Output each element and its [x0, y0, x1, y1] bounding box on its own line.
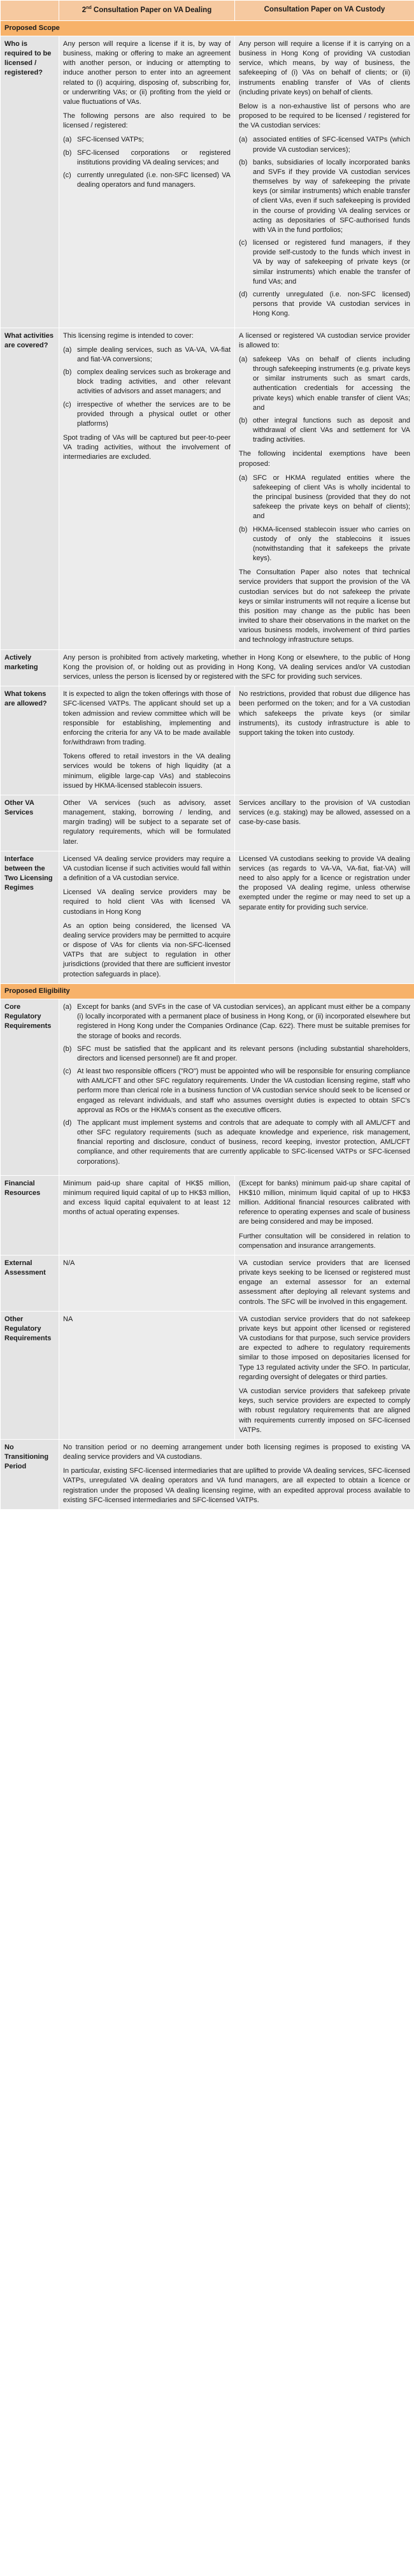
paragraph: Licensed VA custodians seeking to provide VA dealing services (as regards to VA-VA, VA-fiat, fiat-VA) will need to also apply for a licence or registration under the proposed VA dealing regime, unless otherwise exempted under the regime or may need to set up a separate entity for providing such service.: [239, 855, 410, 911]
paragraph: No transition period or no deeming arrangement under both licensing regimes is proposed to existing VA dealing service providers and VA custodians.: [63, 1443, 410, 1461]
list-item-label: (b): [239, 158, 248, 166]
paragraph: In particular, existing SFC-licensed intermediaries that are uplifted to provide VA dealing services, SFC-licensed VATPs, unregulated VA dealing operators and VA fund managers, are all expected to obtain a licence or registration under the proposed VA dealing licensing regime, with an expedited approval process available to existing SFC-licensed intermediaries and SFC-licensed VATPs.: [63, 1467, 410, 1504]
paragraph: Services ancillary to the provision of VA custodian services (e.g. staking) may be allowed, assessed on a case-by-case basis.: [239, 799, 410, 827]
row-head-external: External Assessment: [1, 1255, 59, 1311]
paragraph: A licensed or registered VA custodian service provider is allowed to:: [239, 331, 410, 349]
cell-other-va-custody: [235, 795, 414, 851]
list-item-label: (b): [63, 368, 72, 377]
paragraph: Below is a non-exhaustive list of persons who are proposed to be required to be licensed / registered for the VA custodian services:: [239, 102, 410, 130]
row-interface: [1, 851, 414, 983]
list-item-text: currently unregulated (i.e. non-SFC licensed) persons that provide VA custodian services in Hong Kong.: [253, 290, 410, 318]
list-item: [63, 148, 231, 168]
paragraph: VA custodian service providers that are licensed private keys seeking to be licensed or registered must engage an external assessor for an external assessment after deploying all relevant systems and controls. The SFC will be involved in this engagement.: [239, 1259, 410, 1306]
cell-marketing: [59, 649, 414, 686]
row-head-other-va: Other VA Services: [1, 795, 59, 851]
list-item-label: (d): [239, 290, 248, 298]
list-item-label: (c): [63, 1067, 71, 1076]
list-item-label: (d): [63, 1118, 72, 1127]
list-item-label: (b): [63, 148, 72, 157]
list-item-label: (c): [63, 400, 71, 409]
cell-activities-custody: [235, 328, 414, 649]
header-row: [1, 1, 414, 21]
list-activities-custody: [239, 355, 410, 445]
list-item-text: Except for banks (and SVFs in the case of VA custodian services), an applicant must either be a company (i) locally incorporated with a permanent place of business in Hong Kong, or (ii) incorporated elsewhere but registered in Hong Kong under the Companies Ordinance (Cap. 622). There must be suitable premises for the storage of books and records.: [77, 1002, 410, 1040]
list-core: [63, 1002, 410, 1167]
cell-activities-dealing: [59, 328, 235, 649]
paragraph: Minimum paid-up share capital of HK$5 million, minimum required liquid capital of up to HK$3 million, and excess liquid capital equivalent to at least 12 months of actual operating expenses.: [63, 1179, 231, 1217]
list-item-label: (b): [63, 1045, 72, 1053]
cell-licensed-dealing: [59, 36, 235, 328]
row-other-va: [1, 795, 414, 851]
paragraph: N/A: [63, 1259, 75, 1267]
list-licensed-custody: [239, 135, 410, 319]
cell-transition: [59, 1439, 414, 1509]
row-head-interface: Interface between the Two Licensing Regimes: [1, 851, 59, 983]
row-head-tokens: What tokens are allowed?: [1, 686, 59, 795]
paragraph: The Consultation Paper also notes that technical service providers that support the provision of the VA custodian services but do not safekeep the private keys or similar instruments will not require a license but this position may change as the public has been invited to share their observations in the market on the various business models, involvement of third parties and technology infrastructure setups.: [239, 568, 410, 644]
paragraph: Spot trading of VAs will be captured but peer-to-peer VA trading activities, without the involvement of intermediaries are excluded.: [63, 434, 231, 461]
paragraph: Any person will require a license if it is, by way of business, making or offering to make an agreement with another person, or inducing or attempting to induce another person to enter into an agreement related to (i) acquiring, disposing of, subscribing for, or underwriting VAs; or (ii) profiting from the yield or value fluctuations of VAs.: [63, 40, 231, 106]
section-title-scope: Proposed Scope: [1, 20, 414, 36]
row-head-transition: No Transitioning Period: [1, 1439, 59, 1509]
list-item-text: currently unregulated (i.e. non-SFC licensed) VA dealing operators and fund managers.: [77, 171, 231, 189]
paragraph: NA: [63, 1315, 73, 1323]
list-item-label: (a): [63, 345, 72, 354]
cell-external-custody: [235, 1255, 414, 1311]
list-item: [239, 135, 410, 154]
list-item: [63, 1002, 410, 1041]
cell-tokens-custody: [235, 686, 414, 795]
cell-interface-dealing: [59, 851, 235, 983]
cell-other-va-dealing: [59, 795, 235, 851]
cell-other-reg-dealing: [59, 1311, 235, 1439]
list-item: [239, 238, 410, 287]
paragraph: The following incidental exemptions have been proposed:: [239, 450, 410, 468]
cell-core: [59, 999, 414, 1175]
section-row-eligibility: [1, 983, 414, 999]
row-external: [1, 1255, 414, 1311]
row-other-reg: [1, 1311, 414, 1439]
paragraph: As an option being considered, the licensed VA dealing service providers may be permitted to acquire or dispose of VAs for clients via non-SFC-licensed VATPs that are subject to regulation in other jurisdictions (provided that there are sufficient investor protection safeguards in place).: [63, 922, 231, 978]
header-va-dealing-num: 2: [82, 6, 87, 14]
list-item: [63, 135, 231, 145]
row-core: [1, 999, 414, 1175]
cell-financial-dealing: [59, 1175, 235, 1255]
row-activities: [1, 328, 414, 649]
list-item: [63, 1045, 410, 1064]
list-item: [239, 525, 410, 564]
list-item: [239, 158, 410, 235]
row-head-marketing: Actively marketing: [1, 649, 59, 686]
list-item-label: (a): [239, 355, 248, 363]
list-item-label: (b): [239, 525, 248, 533]
list-item: [239, 416, 410, 445]
section-row-scope: [1, 20, 414, 36]
list-item: [239, 290, 410, 319]
header-va-dealing-sup: nd: [86, 6, 92, 10]
paragraph: No restrictions, provided that robust due diligence has been performed on the token; and for a VA custodian which safekeeps the private keys (or similar instruments), its custody infrastructure is able to support taking the token into custody.: [239, 690, 410, 737]
header-blank: [1, 1, 59, 21]
list-item-label: (a): [239, 136, 248, 144]
list-item: [239, 474, 410, 522]
cell-interface-custody: [235, 851, 414, 983]
list-item-label: (c): [63, 171, 71, 179]
list-item-text: other integral functions such as deposit and withdrawal of client VAs and settlement for VA trading activities.: [253, 416, 410, 444]
paragraph: VA custodian service providers that safekeep private keys, such service providers are expected to comply with robust regulatory requirements that are aligned with requirements currently imposed on SFC-licensed VATPs.: [239, 1387, 410, 1434]
list-item-text: safekeep VAs on behalf of clients including through safekeeping instruments (e.g. private keys or similar instruments such as smart cards, authentication credentials for accessing the private keys) which enable transfer of client VAs; and: [253, 355, 410, 412]
list-item-label: (a): [63, 136, 72, 144]
cell-tokens-dealing: [59, 686, 235, 795]
list-item-text: simple dealing services, such as VA-VA, VA-fiat and fiat-VA conversions;: [77, 345, 231, 363]
list-item: [239, 355, 410, 413]
row-head-financial: Financial Resources: [1, 1175, 59, 1255]
row-transition: [1, 1439, 414, 1509]
cell-other-reg-custody: [235, 1311, 414, 1439]
paragraph: Licensed VA dealing service providers may require a VA custodian license if such activities would fall within a definition of a VA custodian service.: [63, 855, 231, 883]
cell-financial-custody: [235, 1175, 414, 1255]
cell-licensed-custody: [235, 36, 414, 328]
list-item-text: At least two responsible officers ("RO") must be appointed who will be responsible for ensuring compliance with AML/CFT and other SFC regulatory requirements. Under the VA custodian licensing regime, staff who perform more than clerical role in a business function of VA custodian service should seek to be licensed or engaged as relevant individuals, and staff who assumes oversight duties is expected to obtain SFC's approval as ROs or the HKMA's consent as the executive officers.: [77, 1067, 410, 1114]
row-marketing: [1, 649, 414, 686]
list-item-label: (a): [239, 474, 248, 482]
cell-external-dealing: [59, 1255, 235, 1311]
paragraph: (Except for banks) minimum paid-up share capital of HK$10 million, minimum liquid capital of up to HK$3 million. Additional financial resources calibrated with reference to operating expenses and scale of business are being considered and may be imposed.: [239, 1179, 410, 1226]
paragraph: This licensing regime is intended to cover:: [63, 331, 194, 340]
list-item: [63, 400, 231, 430]
list-item-text: HKMA-licensed stablecoin issuer who carries on custody of only the stablecoins it issues (notwithstanding that it safekeeps the private keys).: [253, 525, 410, 563]
list-item: [63, 1118, 410, 1167]
list-activities-dealing: [63, 345, 231, 429]
paragraph: Other VA services (such as advisory, asset management, staking, borrowing / lending, and margin trading) will be subject to a separate set of regulatory requirements, which will be formulated later.: [63, 799, 231, 846]
paragraph: Tokens offered to retail investors in the VA dealing services would be tokens of high liquidity (at a minimum, eligible large-cap VAs) and stablecoins issued by HKMA-licensed stablecoin issuers.: [63, 753, 231, 790]
list-item-label: (b): [239, 416, 248, 424]
list-item-label: (a): [63, 1002, 72, 1011]
list-item-text: banks, subsidiaries of locally incorporated banks and SVFs if they provide VA custodian services themselves by way of safekeeping the private keys (or similar instruments) which enable transfer of client VAs, even if such safekeeping is provided in the course of providing VA dealing services or acting as depositaries of SFC-authorised funds with VA in the fund portfolios;: [253, 158, 410, 234]
list-item: [63, 1067, 410, 1115]
list-item-text: associated entities of SFC-licensed VATPs (which provide VA custodian services);: [253, 136, 410, 154]
row-tokens: [1, 686, 414, 795]
paragraph: The following persons are also required to be licensed / registered:: [63, 112, 231, 130]
row-head-activities: What activities are covered?: [1, 328, 59, 649]
row-licensed: [1, 36, 414, 328]
paragraph: Further consultation will be considered in relation to compensation and insurance arrangements.: [239, 1232, 410, 1250]
list-item-text: complex dealing services such as brokerage and block trading activities, and other relevant activities of advisors and asset managers; and: [77, 368, 231, 396]
list-item-text: licensed or registered fund managers, if they provide self-custody to the funds which invest in VA by way of safekeeping of private keys (or similar instruments) which enable the transfer of fund VAs; and: [253, 239, 410, 286]
row-financial: [1, 1175, 414, 1255]
row-head-core: Core Regulatory Requirements: [1, 999, 59, 1175]
paragraph: Any person will require a license if it is carrying on a business in Hong Kong of providing VA custodian service, which means, by way of business, the safekeeping of (i) VAs on behalf of clients; or (ii) instruments enabling transfer of VAs of clients (including private keys) on behalf of clients.: [239, 40, 410, 96]
header-va-custody: Consultation Paper on VA Custody: [235, 1, 414, 21]
row-head-licensed: Who is required to be licensed / registered?: [1, 36, 59, 328]
paragraph: Licensed VA dealing service providers may be required to hold client VAs with licensed VA custodians in Hong Kong: [63, 888, 231, 916]
list-item: [63, 171, 231, 190]
header-va-dealing-text: Consultation Paper on VA Dealing: [91, 6, 212, 14]
paragraph: VA custodian service providers that do not safekeep private keys but appoint other licensed or registered VA custodians for that purpose, such service providers are expected to adhere to regulatory requirements similar to those imposed on depositaries licensed for Type 13 regulated activity under the SFO. In particular, regarding oversight of delegates or third parties.: [239, 1315, 410, 1381]
header-va-dealing: [59, 1, 235, 21]
list-item-label: (c): [239, 239, 247, 247]
list-item-text: SFC must be satisfied that the applicant and its relevant persons (including substantial shareholders, directors and licensed personnel) are fit and proper.: [77, 1045, 410, 1062]
list-item: [63, 368, 231, 397]
paragraph: It is expected to align the token offerings with those of SFC-licensed VATPs. The applicant should set up a token admission and review committee which will be responsible for establishing, implementing and enforcing the criteria for any VA to be made available for/withdrawn from trading.: [63, 690, 231, 747]
list-item-text: SFC or HKMA regulated entities where the safekeeping of client VAs is wholly incidental to the principal business (provided that they do not safekeep the private keys on behalf of clients); and: [253, 474, 410, 521]
list-item: [63, 345, 231, 365]
row-head-other-reg: Other Regulatory Requirements: [1, 1311, 59, 1439]
section-title-eligibility: Proposed Eligibility: [1, 983, 414, 999]
list-activities-exemptions: [239, 474, 410, 564]
list-licensed-dealing: [63, 135, 231, 190]
list-item-text: SFC-licensed corporations or registered institutions providing VA dealing services; and: [77, 148, 231, 166]
paragraph: Any person is prohibited from actively marketing, whether in Hong Kong or elsewhere, to the public of Hong Kong the provision of, or holding out as providing in Hong Kong, VA dealing services and/or VA custodian services, unless the person is licensed by or registered with the SFC for providing such services.: [63, 653, 410, 681]
list-item-text: SFC-licensed VATPs;: [77, 136, 144, 144]
list-item-text: The applicant must implement systems and controls that are adequate to comply with all AML/CFT and other SFC regulatory requirements (such as adequate knowledge and experience, risk management, financial reporting and disclosure, conduct of business, record keeping, investor protection, AML/CFT compliance, and other requirements that are currently applicable to SFC-licensed VATPs or SFC-licensed corporations).: [77, 1118, 410, 1166]
list-item-text: irrespective of whether the services are to be provided through a physical outlet or other platforms): [77, 400, 231, 428]
